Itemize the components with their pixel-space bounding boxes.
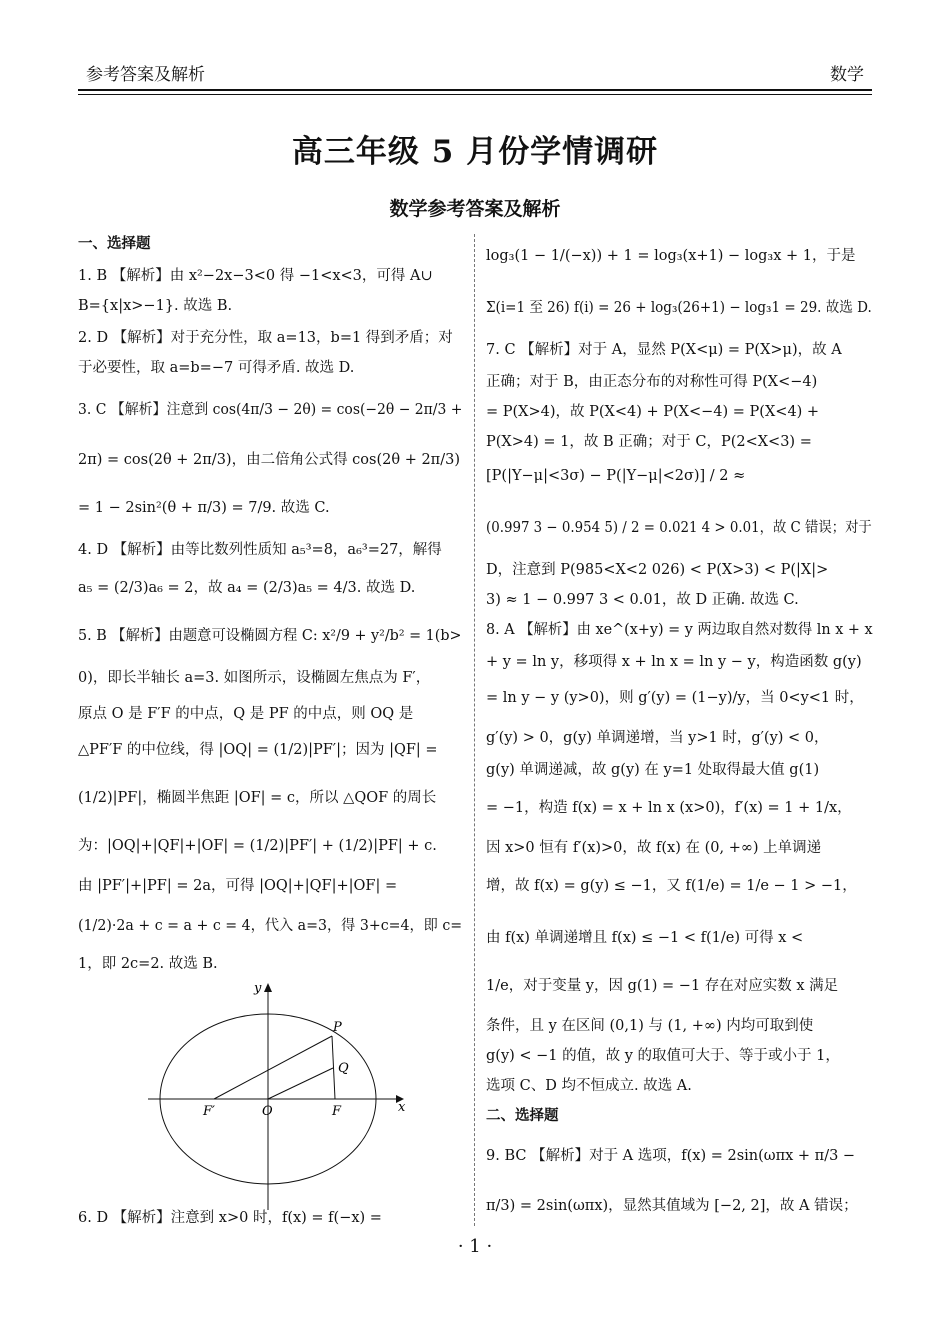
label-f: F <box>332 1104 342 1119</box>
label-q: Q <box>338 1061 349 1076</box>
page-title: 高三年级 5 月份学情调研 <box>291 134 659 170</box>
text-line: 6. D 【解析】注意到 x>0 时，f(x) = f(−x) = <box>78 1210 382 1226</box>
text-line: 9. BC 【解析】对于 A 选项，f(x) = 2sin(ωπx + π/3 − <box>486 1148 856 1164</box>
text-line: = −1，构造 f(x) = x + ln x (x>0)，f′(x) = 1 + 1/x， <box>486 800 852 816</box>
text-line: [P(|Y−μ|<3σ) − P(|Y−μ|<2σ)] / 2 ≈ <box>486 468 746 484</box>
text-line: 7. C 【解析】对于 A，显然 P(X<μ) = P(X>μ)，故 A <box>486 342 842 358</box>
y-axis-arrow <box>264 983 272 992</box>
text-line: P(X>4) = 1，故 B 正确；对于 C，P(2<X<3) = <box>486 434 812 450</box>
text-line: g′(y) > 0，g(y) 单调递增，当 y>1 时，g′(y) < 0， <box>486 730 829 746</box>
text-line: 0)，即长半轴长 a=3. 如图所示，设椭圆左焦点为 F′， <box>78 670 431 686</box>
text-line: B={x|x>−1}. 故选 B. <box>78 298 233 314</box>
text-line: Σ(i=1 至 26) f(i) = 26 + log₃(26+1) − log₃1 = 29. 故选 D. <box>486 300 872 316</box>
header-rule-thick <box>78 89 872 91</box>
text-line: + y = ln y，移项得 x + ln x = ln y − y，构造函数 g(y) <box>486 654 862 670</box>
text-line: g(y) 单调递减，故 g(y) 在 y=1 处取得最大值 g(1) <box>486 762 820 778</box>
text-line: 为：|OQ|+|QF|+|OF| = (1/2)|PF′| + (1/2)|PF| + c. <box>78 838 437 854</box>
text-line: D，注意到 P(985<X<2 026) < P(X>3) < P(|X|> <box>486 562 829 578</box>
text-line: 8. A 【解析】由 xe^(x+y) = y 两边取自然对数得 ln x + x <box>486 622 873 638</box>
text-line: 因 x>0 恒有 f′(x)>0，故 f(x) 在 (0, +∞) 上单调递 <box>486 840 822 856</box>
text-line: 3) ≈ 1 − 0.997 3 < 0.01，故 D 正确. 故选 C. <box>486 592 799 608</box>
text-line: a₅ = (2/3)a₆ = 2，故 a₄ = (2/3)a₅ = 4/3. 故选 D. <box>78 580 416 596</box>
text-line: 由 |PF′|+|PF| = 2a，可得 |OQ|+|QF|+|OF| = <box>78 878 398 894</box>
text-line: = 1 − 2sin²(θ + π/3) = 7/9. 故选 C. <box>78 500 330 516</box>
section-heading: 二、选择题 <box>486 1107 559 1124</box>
header-left: 参考答案及解析 <box>86 65 205 85</box>
text-line: 1/e，对于变量 y，因 g(1) = −1 存在对应实数 x 满足 <box>486 978 839 994</box>
section-heading: 一、选择题 <box>78 235 151 252</box>
page-number: · 1 · <box>457 1236 493 1257</box>
text-line: 条件，且 y 在区间 (0,1) 与 (1, +∞) 内均可取到使 <box>486 1018 814 1034</box>
label-o: O <box>262 1104 273 1119</box>
label-fprime: F′ <box>203 1104 215 1119</box>
ellipse-figure <box>140 978 440 1218</box>
text-line: △PF′F 的中位线，得 |OQ| = (1/2)|PF′|；因为 |QF| = <box>78 742 438 758</box>
header-right: 数学 <box>830 65 864 85</box>
text-line: 正确；对于 B，由正态分布的对称性可得 P(X<−4) <box>486 374 818 390</box>
label-y: y <box>254 981 262 996</box>
page-subtitle: 数学参考答案及解析 <box>389 198 561 220</box>
text-line: 3. C 【解析】注意到 cos(4π/3 − 2θ) = cos(−2θ − 2π/3 + <box>78 402 463 418</box>
text-line: 原点 O 是 F′F 的中点，Q 是 PF 的中点，则 OQ 是 <box>78 706 414 722</box>
text-line: = P(X>4)，故 P(X<4) + P(X<−4) = P(X<4) + <box>486 404 820 420</box>
text-line: 4. D 【解析】由等比数列性质知 a₅³=8，a₆³=27，解得 <box>78 542 442 558</box>
text-line: (0.997 3 − 0.954 5) / 2 = 0.021 4 > 0.01，故 C 错误；对于 <box>486 520 872 536</box>
text-line: (1/2)|PF|，椭圆半焦距 |OF| = c，所以 △QOF 的周长 <box>78 790 437 806</box>
text-line: 2. D 【解析】对于充分性，取 a=13，b=1 得到矛盾；对 <box>78 330 453 346</box>
text-line: 2π) = cos(2θ + 2π/3)，由二倍角公式得 cos(2θ + 2π/3) <box>78 452 460 468</box>
text-line: 由 f(x) 单调递增且 f(x) ≤ −1 < f(1/e) 可得 x < <box>486 930 804 946</box>
text-line: 1. B 【解析】由 x²−2x−3<0 得 −1<x<3，可得 A∪ <box>78 268 433 284</box>
text-line: 选项 C、D 均不恒成立. 故选 A. <box>486 1078 692 1094</box>
text-line: 增，故 f(x) = g(y) ≤ −1，又 f(1/e) = 1/e − 1 > −1， <box>486 878 857 894</box>
column-separator <box>474 234 475 1226</box>
text-line: g(y) < −1 的值，故 y 的取值可大于、等于或小于 1， <box>486 1048 840 1064</box>
text-line: = ln y − y (y>0)，则 g′(y) = (1−y)/y，当 0<y<1 时， <box>486 690 864 706</box>
text-line: log₃(1 − 1/(−x)) + 1 = log₃(x+1) − log₃x + 1，于是 <box>486 248 856 264</box>
text-line: 1，即 2c=2. 故选 B. <box>78 956 218 972</box>
header-rule-thin <box>78 94 872 95</box>
segment-p-f <box>332 1036 335 1099</box>
page-header <box>78 58 872 86</box>
text-line: 于必要性，取 a=b=−7 可得矛盾. 故选 D. <box>78 360 355 376</box>
text-line: 5. B 【解析】由题意可设椭圆方程 C: x²/9 + y²/b² = 1(b> <box>78 628 462 644</box>
label-x: x <box>398 1100 406 1115</box>
segment-o-q <box>268 1068 333 1099</box>
segment-fprime-p <box>214 1036 332 1099</box>
label-p: P <box>333 1020 342 1035</box>
text-line: π/3) = 2sin(ωπx)，显然其值域为 [−2, 2]，故 A 错误； <box>486 1198 858 1214</box>
text-line: (1/2)·2a + c = a + c = 4，代入 a=3，得 3+c=4，即 c= <box>78 918 463 934</box>
